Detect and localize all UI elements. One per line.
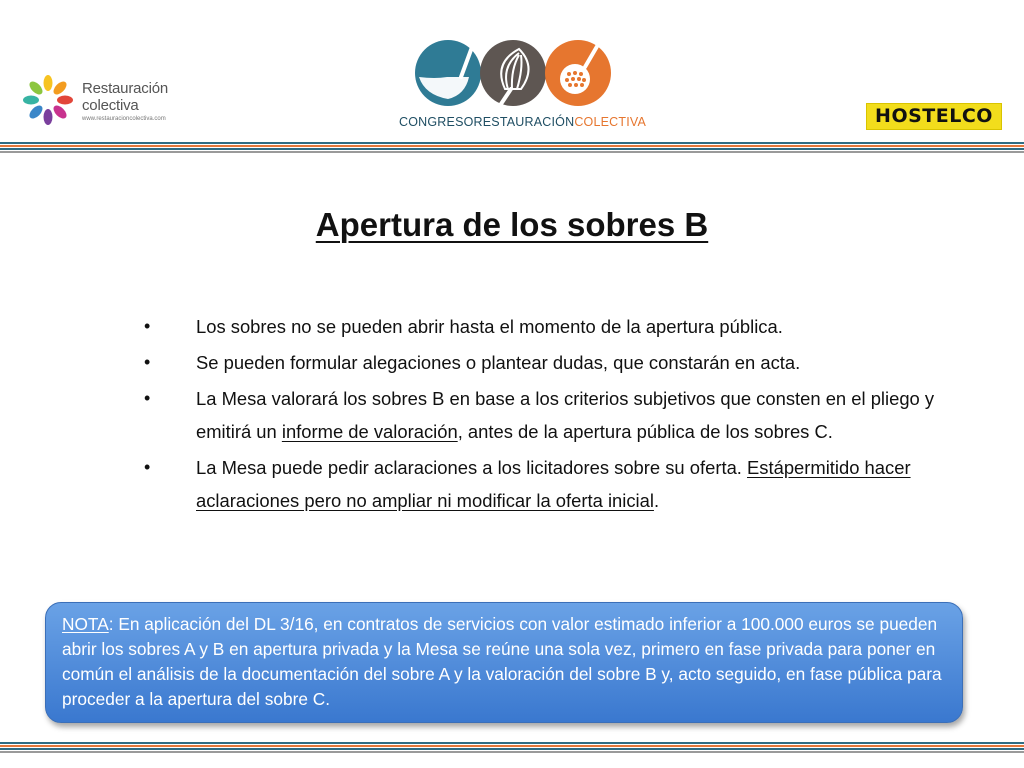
logo-name-line2: colectiva <box>82 97 139 114</box>
bullet-list <box>140 310 940 520</box>
bullet-text-3-pre: La Mesa valorará los sobres B en base a los criterios subjetivos que consten en el pliego y emitirá un <box>196 388 935 442</box>
bullet-item <box>140 346 940 379</box>
top-divider-stripes <box>0 142 1024 154</box>
nota-label: NOTA <box>62 614 109 634</box>
wordmark-colectiva: COLECTIVA <box>574 115 647 129</box>
bullet-item <box>140 382 940 448</box>
logo-url: www.restauracioncolectiva.com <box>82 116 166 122</box>
nota-box <box>45 602 963 723</box>
slide-title <box>0 206 1024 244</box>
nota-text: : En aplicación del DL 3/16, en contratos de servicios con valor estimado inferior a 100.000 euros se pueden abrir los sobres A y B en apertura privada y la Mesa se reúne una sola vez, primero en fase privada para poner en común el análisis de la documentación del sobre A y la valoración del sobre B y, acto seguido, en fase pública para proceder a la apertura del sobre C. <box>62 614 942 709</box>
bullet-text-4-pre: La Mesa puede pedir aclaraciones a los licitadores sobre su oferta. <box>196 457 748 478</box>
bullet-item <box>140 310 940 343</box>
bottom-divider-stripes <box>0 742 1024 754</box>
flower-icon <box>20 68 80 132</box>
congreso-wordmark <box>399 115 646 129</box>
slide-title-text: Apertura de los sobres B <box>315 206 709 243</box>
wordmark-congreso: CONGRESO <box>399 115 474 129</box>
restauracion-colectiva-logo <box>20 68 180 132</box>
bullet-text-1: Los sobres no se pueden abrir hasta el momento de la apertura pública. <box>196 316 783 337</box>
bullet-text-4-post: . <box>653 490 660 511</box>
bullet-text-2: Se pueden formular alegaciones o plantear dudas, que constarán en acta. <box>196 352 801 373</box>
wordmark-restauracion: RESTAURACIÓN <box>473 115 575 129</box>
congreso-logo <box>395 33 647 131</box>
hostelco-logo <box>866 103 1002 130</box>
kitchen-utensils-icon <box>395 33 641 113</box>
permitido-aclaraciones-underlined: Estápermitido hacer aclaraciones pero no ampliar ni modificar la oferta inicial <box>196 457 911 511</box>
bullet-text-3-post: , antes de la apertura pública de los sobres C. <box>457 421 833 442</box>
header <box>0 0 1024 160</box>
informe-valoracion-underlined: informe de valoración <box>281 421 458 442</box>
logo-name-line1: Restauración <box>82 80 168 97</box>
bullet-item <box>140 451 940 517</box>
hostelco-wordmark: HOSTELCO <box>875 105 993 127</box>
